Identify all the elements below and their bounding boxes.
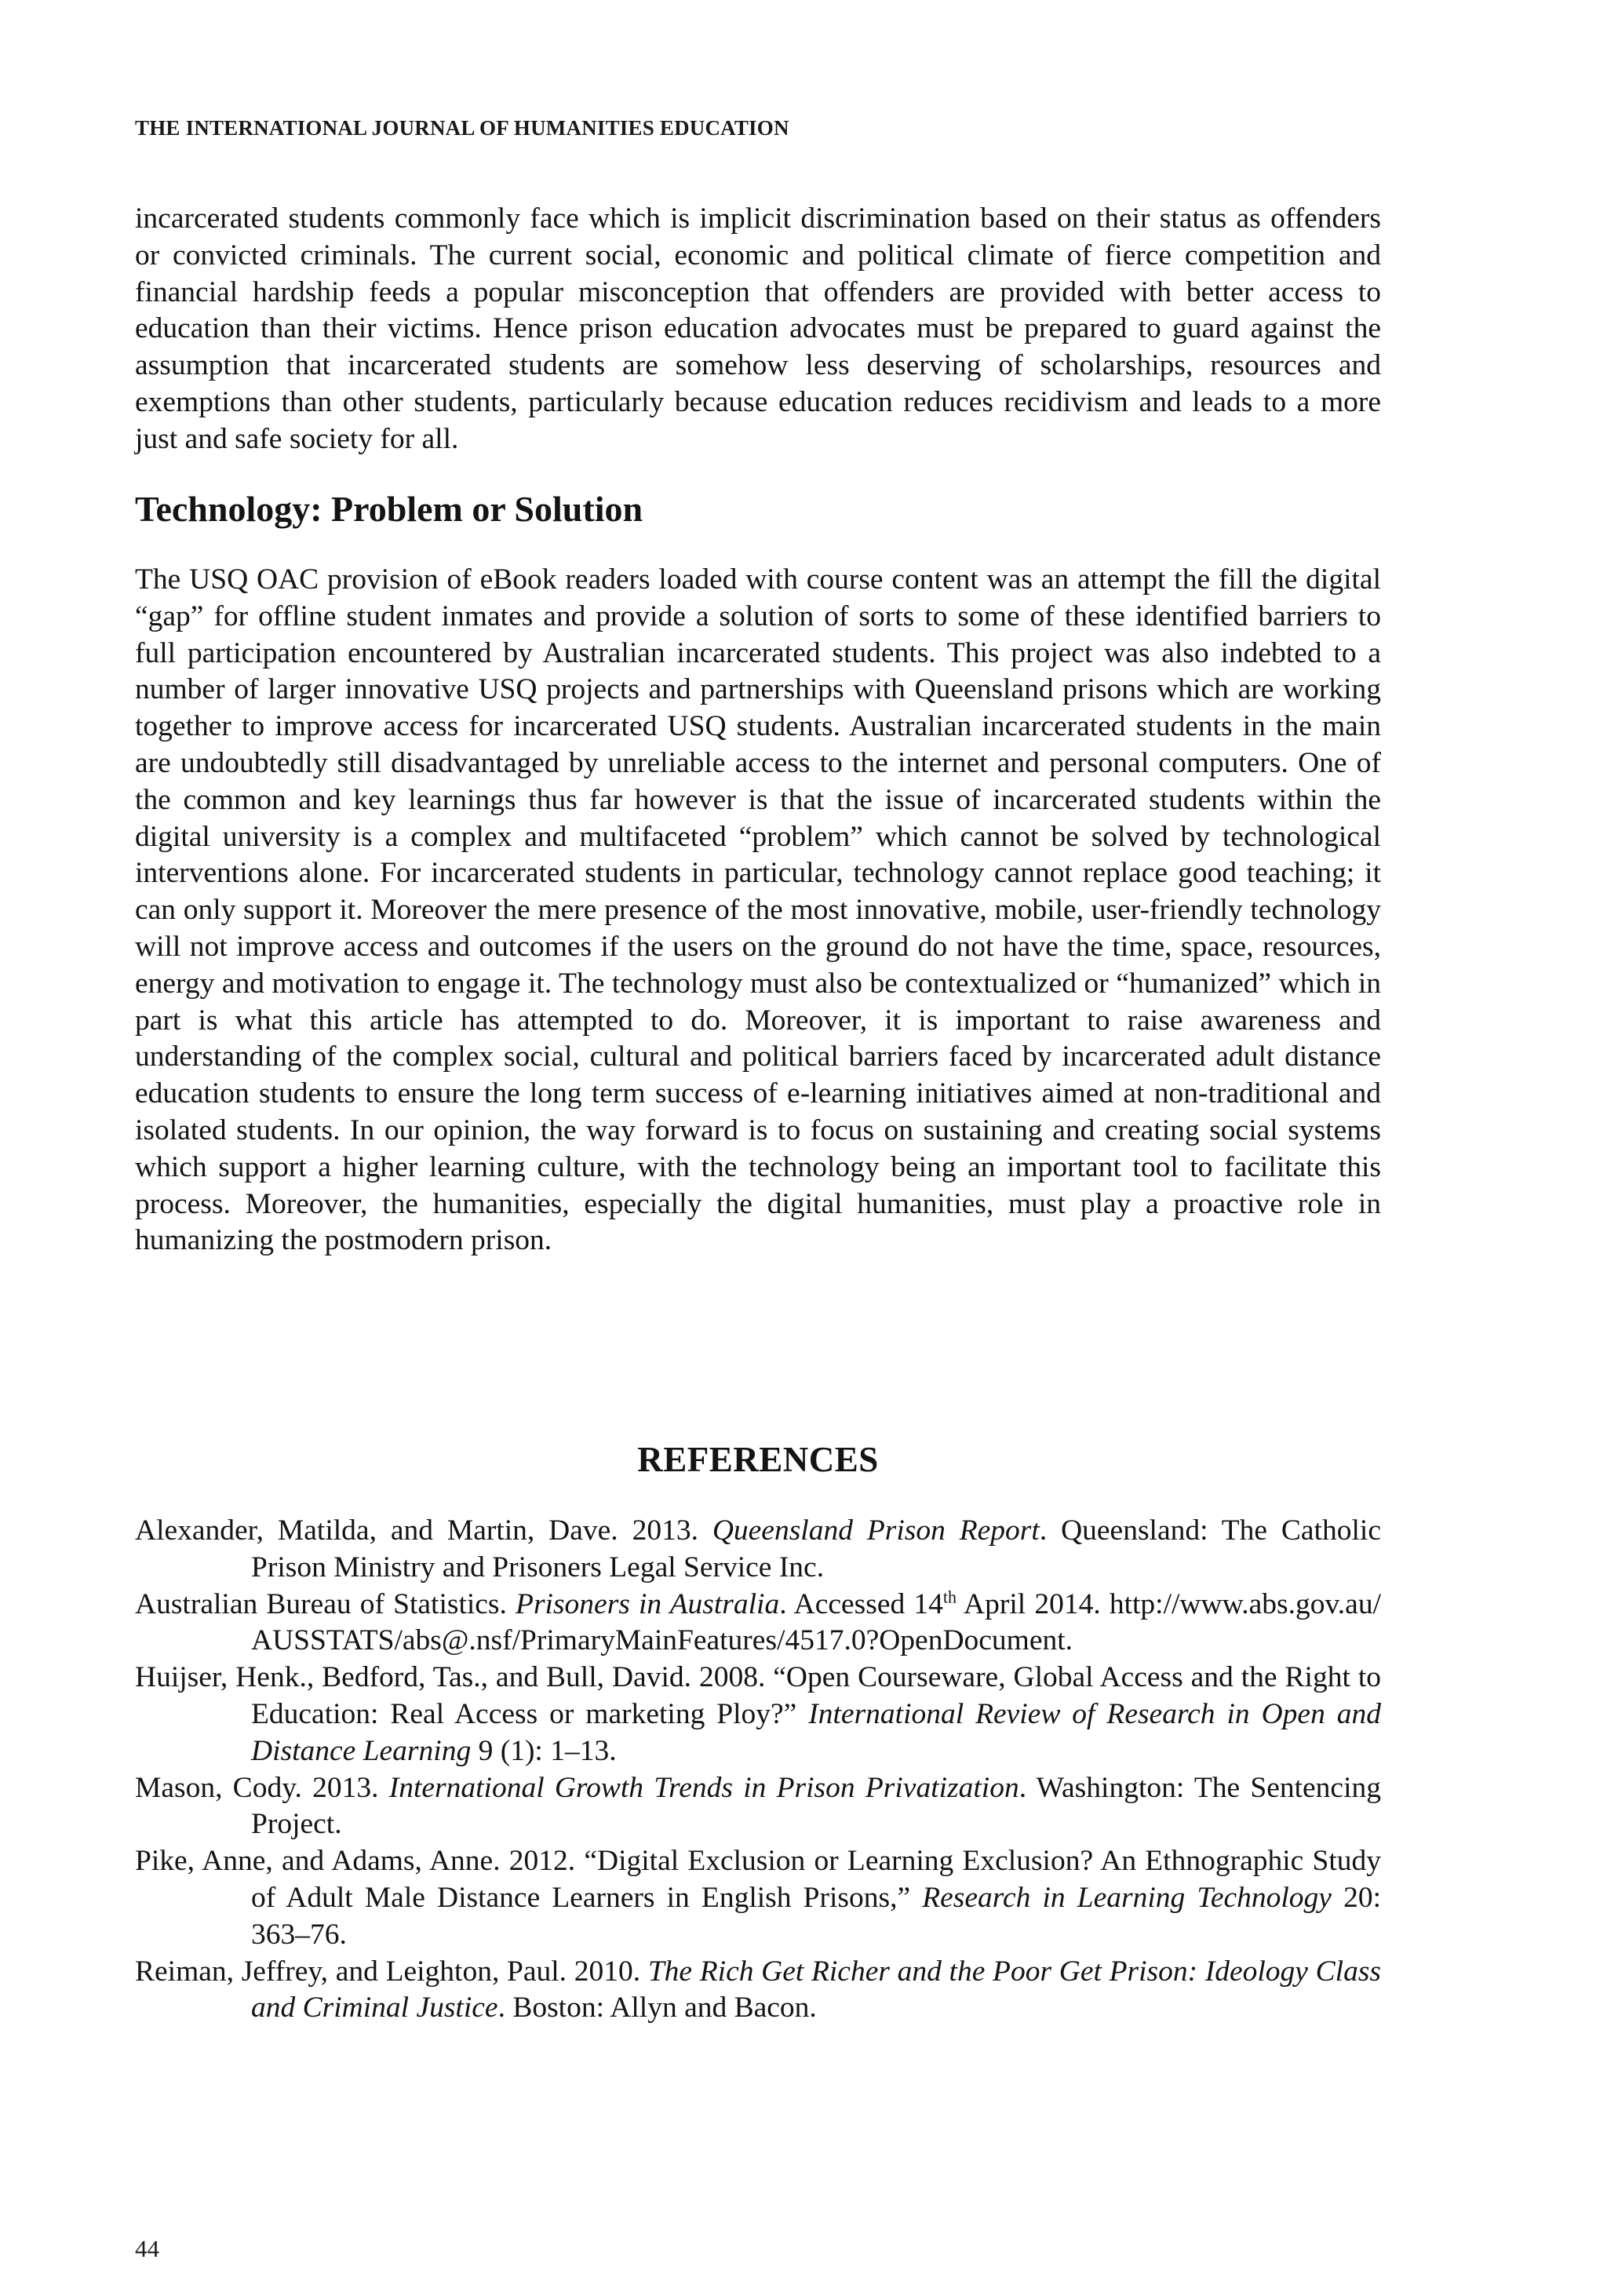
reference-text: Australian Bureau of Statistics. [135,1587,516,1620]
reference-title: Prisoners in Australia [516,1587,780,1620]
reference-title: International Growth Trends in Prison Privatization [388,1771,1019,1804]
reference-text: 20: 363–76. [251,1881,1381,1951]
reference-entry [135,1660,1381,1769]
reference-entry [135,1513,1381,1587]
reference-title: The Rich Get Richer and the Poor Get Prison: Ideology Class and Criminal Justice [251,1955,1381,2024]
reference-text: 9 (1): 1–13. [471,1734,617,1767]
reference-text: April 2014. [957,1587,1110,1620]
running-head: THE INTERNATIONAL JOURNAL OF HUMANITIES EDUCATION [135,116,789,140]
reference-text: Pike, Anne, and Adams, Anne. 2012. “Digital Exclusion or Learning Exclusion? An Ethnographic Study of Adult Male Distance Learners in English Prisons,” [135,1845,1381,1914]
reference-text: Reiman, Jeffrey, and Leighton, Paul. 2010. [135,1955,648,1988]
reference-entry [135,1587,1381,1660]
section-heading: Technology: Problem or Solution [135,489,643,529]
reference-text: Alexander, Matilda, and Martin, Dave. 2013. [135,1514,712,1547]
reference-list [135,1513,1381,2027]
reference-text: . Boston: Allyn and Bacon. [497,1992,817,2024]
reference-title: International Review of Research in Open and Distance Learning [251,1697,1382,1767]
reference-text: . Accessed 14 [779,1587,943,1620]
reference-text: . Washington: The Sentencing Project. [251,1771,1381,1841]
body-paragraph-1: incarcerated students commonly face which is implicit discrimination based on their status as offenders or convicted criminals. The current social, economic and political climate of fierce competition and financial hardship feeds a popular misconception that offenders are provided with better access to education than their victims. Hence prison education advocates must be prepared to guard against the assumption that incarcerated students are somehow less deserving of scholarships, resources and exemptions than other students, particularly because education reduces recidivism and leads to a more just and safe society for all. [135,202,1381,455]
reference-entry [135,1954,1381,2028]
superscript: th [942,1587,957,1607]
reference-url: http://www.abs.gov.au/AUSSTATS/abs@.nsf/PrimaryMainFeatures/4517.0?OpenDocument. [251,1587,1381,1657]
reference-title: Research in Learning Technology [922,1881,1332,1914]
references-heading: REFERENCES [637,1440,879,1479]
reference-entry [135,1770,1381,1844]
body-paragraph-2: The USQ OAC provision of eBook readers loaded with course content was an attempt the fill the digital “gap” for offline student inmates and provide a solution of sorts to some of these identified barriers to full participation encountered by Australian incarcerated students. This project was also indebted to a number of larger innovative USQ projects and partnerships with Queensland prisons which are working together to improve access for incarcerated USQ students. Australian incarcerated students in the main are undoubtedly still disadvantaged by unreliable access to the internet and personal computers. One of the common and key learnings thus far however is that the issue of incarcerated students within the digital university is a complex and multifaceted “problem” which cannot be solved by technological interventions alone. For incarcerated students in particular, technology cannot replace good teaching; it can only support it. Moreover the mere presence of the most innovative, mobile, user-friendly technology will not improve access and outcomes if the users on the ground do not have the time, space, resources, energy and motivation to engage it. The technology must also be contextualized or “humanized” which in part is what this article has attempted to do. Moreover, it is important to raise awareness and understanding of the complex social, cultural and political barriers faced by incarcerated adult distance education students to ensure the long term success of e-learning initiatives aimed at non-traditional and isolated students. In our opinion, the way forward is to focus on sustaining and creating social systems which support a higher learning culture, with the technology being an important tool to facilitate this process. Moreover, the humanities, especially the digital humanities, must play a proactive role in humanizing the postmodern prison. [135,563,1381,1257]
reference-text: . Queensland: The Catholic Prison Ministry and Prisoners Legal Service Inc. [251,1514,1381,1584]
reference-text: Huijser, Henk., Bedford, Tas., and Bull, David. 2008. “Open Courseware, Global Access and the Right to Education: Real Access or marketing Ploy?” [135,1661,1381,1730]
reference-entry [135,1843,1381,1953]
page-number: 44 [135,2235,159,2262]
reference-text: Mason, Cody. 2013. [135,1771,389,1804]
reference-title: Queensland Prison Report [712,1514,1040,1547]
